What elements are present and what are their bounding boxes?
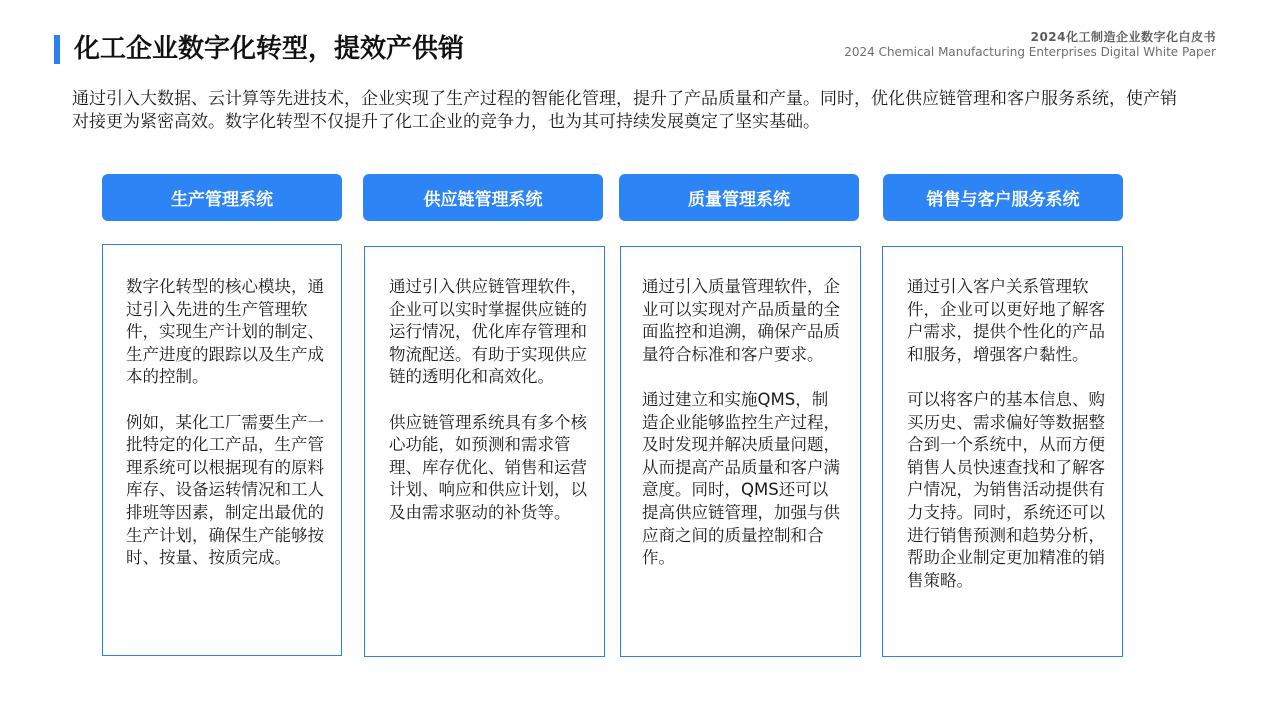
column-header-production: 生产管理系统 [102,174,342,221]
column-header-quality: 质量管理系统 [619,174,859,221]
page-title: 化工企业数字化转型，提效产供销 [74,34,465,64]
title-accent-bar [54,35,60,64]
column-header-supply-chain: 供应链管理系统 [363,174,603,221]
card-paragraph: 例如，某化工厂需要生产一批特定的化工产品，生产管理系统可以根据现有的原料库存、设备运转情况和工人排班等因素，制定出最优的生产计划，确保生产能够按时、按量、按质完成。 [126,412,324,568]
card-paragraph: 通过引入供应链管理软件，企业可以实时掌握供应链的运行情况，优化库存管理和物流配送。有助于实现供应链的透明化和高效化。 [389,277,587,387]
card-body-sales [907,276,1107,592]
brand-title-cn: 2024化工制造企业数字化白皮书 [1030,30,1216,44]
card-body-quality [642,276,842,570]
card-body-supply-chain [389,276,589,525]
card-body-production [126,276,326,570]
intro-paragraph: 通过引入大数据、云计算等先进技术，企业实现了生产过程的智能化管理，提升了产品质量和产量。同时，优化供应链管理和客户服务系统，使产销对接更为紧密高效。数字化转型不仅提升了化工企业的竞争力，也为其可持续发展奠定了坚实基础。 [72,89,1177,132]
brand-block [844,30,1216,60]
card-paragraph: 供应链管理系统具有多个核心功能，如预测和需求管理、库存优化、销售和运营计划、响应和供应计划，以及由需求驱动的补货等。 [389,412,587,522]
card-paragraph: 可以将客户的基本信息、购买历史、需求偏好等数据整合到一个系统中，从而方便销售人员快速查找和了解客户情况，为销售活动提供有力支持。同时，系统还可以进行销售预测和趋势分析，帮助企业制定更加精准的销售策略。 [907,389,1105,590]
card-paragraph: 数字化转型的核心模块，通过引入先进的生产管理软件，实现生产计划的制定、生产进度的跟踪以及生产成本的控制。 [126,277,324,387]
card-paragraph: 通过引入客户关系管理软件，企业可以更好地了解客户需求，提供个性化的产品和服务，增强客户黏性。 [907,277,1105,364]
card-paragraph: 通过建立和实施QMS，制造企业能够监控生产过程，及时发现并解决质量问题，从而提高产品质量和客户满意度。同时，QMS还可以提高供应链管理，加强与供应商之间的质量控制和合作。 [642,389,840,568]
brand-title-en: 2024 Chemical Manufacturing Enterprises Digital White Paper [844,45,1216,59]
card-paragraph: 通过引入质量管理软件，企业可以实现对产品质量的全面监控和追溯，确保产品质量符合标准和客户要求。 [642,277,840,364]
column-header-sales: 销售与客户服务系统 [883,174,1123,221]
